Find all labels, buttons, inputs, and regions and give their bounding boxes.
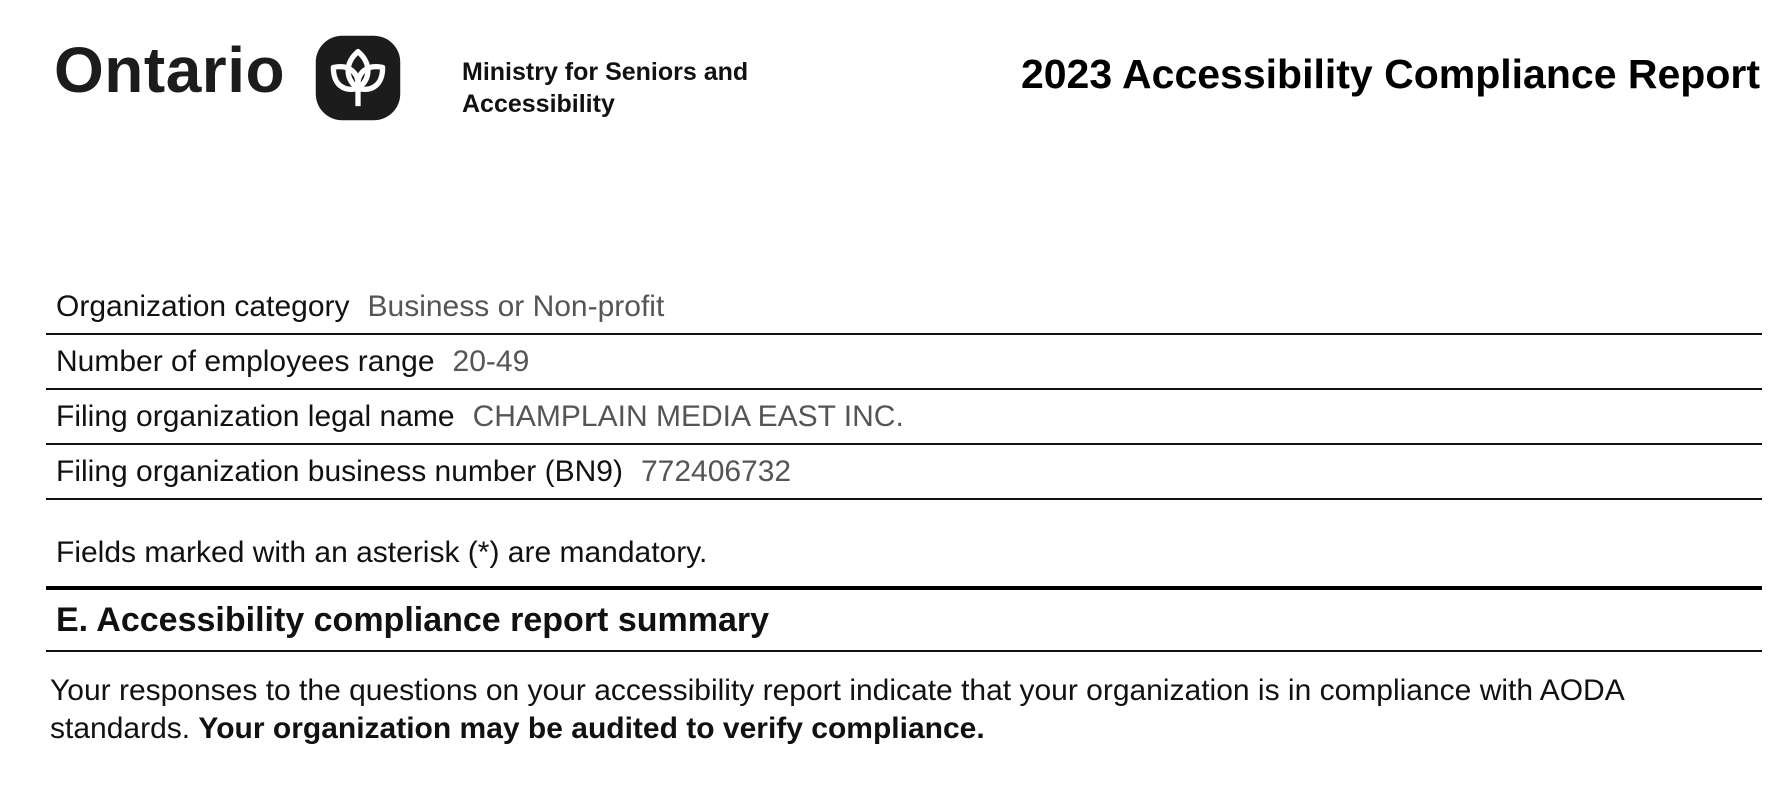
organization-info-table bbox=[46, 280, 1762, 500]
ministry-line-2: Accessibility bbox=[462, 90, 615, 118]
info-label: Number of employees range bbox=[56, 344, 435, 378]
summary-paragraph bbox=[50, 672, 1750, 748]
info-value: 772406732 bbox=[640, 454, 792, 488]
report-title: 2023 Accessibility Compliance Report bbox=[1020, 51, 1760, 97]
info-value: 20-49 bbox=[452, 344, 530, 378]
ministry-line-1: Ministry for Seniors and bbox=[462, 58, 749, 86]
info-row-business-number bbox=[46, 445, 1762, 500]
section-heading: E. Accessibility compliance report summary bbox=[46, 586, 1762, 652]
info-row-employees-range bbox=[46, 335, 1762, 390]
info-row-legal-name bbox=[46, 390, 1762, 445]
page-header bbox=[0, 0, 1790, 140]
ministry-name bbox=[462, 56, 748, 120]
info-label: Filing organization legal name bbox=[56, 399, 455, 433]
info-value: CHAMPLAIN MEDIA EAST INC. bbox=[472, 399, 904, 433]
mandatory-note: Fields marked with an asterisk (*) are mandatory. bbox=[56, 536, 708, 569]
summary-bold-text: Your organization may be audited to verify compliance. bbox=[198, 712, 985, 745]
info-value: Business or Non-profit bbox=[367, 289, 665, 323]
summary-text: Your responses to the questions on your accessibility report indicate that your organization is in compliance with AODA standards. bbox=[50, 674, 1624, 745]
info-label: Organization category bbox=[56, 289, 350, 323]
ontario-logo-text: Ontario bbox=[54, 34, 286, 106]
info-row-organization-category bbox=[46, 280, 1762, 335]
info-label: Filing organization business number (BN9) bbox=[56, 454, 623, 488]
trillium-icon bbox=[314, 34, 402, 122]
